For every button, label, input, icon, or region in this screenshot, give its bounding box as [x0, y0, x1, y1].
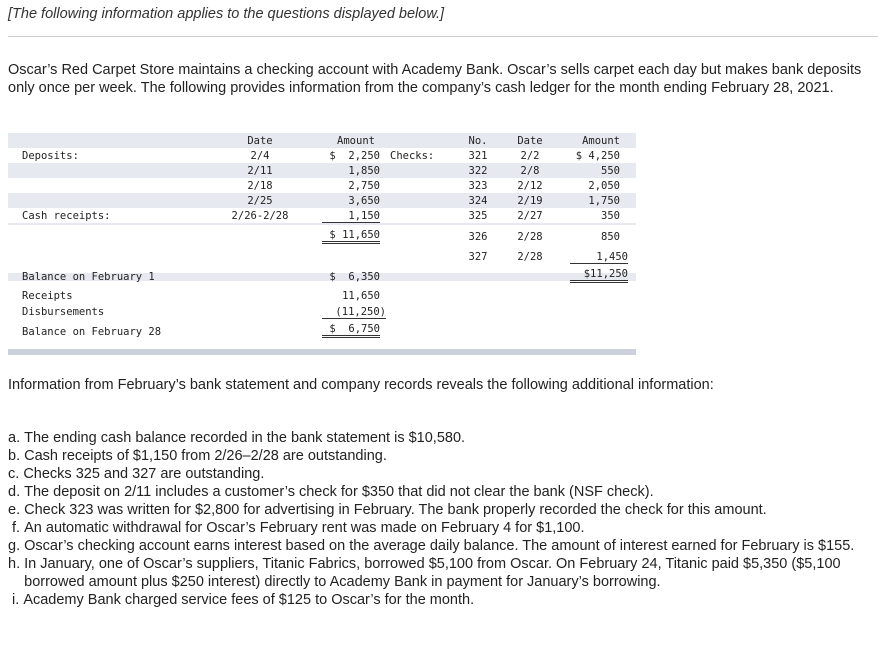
table-bottom-bar [8, 349, 636, 355]
list-item [8, 429, 876, 447]
check-no: 327 [468, 251, 488, 263]
deposit-amount: 1,150 [322, 210, 380, 223]
summary-amount: (11,250) [322, 306, 386, 319]
summary-label: Receipts [22, 290, 73, 302]
summary-label: Balance on February 28 [22, 326, 162, 338]
item-label: i. [8, 592, 24, 608]
check-no: 324 [468, 195, 488, 207]
list-item [8, 555, 876, 591]
header-check-amount: Amount [582, 135, 620, 147]
cash-receipts-label: Cash receipts: [22, 210, 111, 222]
list-item [8, 591, 876, 609]
check-amount: 850 [601, 231, 620, 243]
list-item [8, 501, 876, 519]
item-text: Cash receipts of $1,150 from 2/26–2/28 are outstanding. [24, 448, 387, 464]
item-text: An automatic withdrawal for Oscar’s February rent was made on February 4 for $1,100. [24, 520, 585, 536]
list-item [8, 483, 876, 501]
deposits-label: Deposits: [22, 150, 79, 162]
check-no: 323 [468, 180, 488, 192]
item-label: h. [8, 556, 25, 572]
list-item [8, 465, 876, 483]
summary-amount: $ 6,750 [322, 323, 380, 338]
deposit-date: 2/4 [250, 150, 270, 162]
additional-info-list [8, 429, 876, 609]
check-no: 326 [468, 231, 488, 243]
check-date: 2/19 [517, 195, 543, 207]
check-no: 325 [468, 210, 488, 222]
item-label: c. [8, 466, 24, 482]
deposit-amount: 1,850 [348, 165, 380, 177]
list-item [8, 519, 876, 537]
check-no: 322 [468, 165, 488, 177]
cash-ledger-table [8, 133, 636, 355]
check-amount: $ 4,250 [575, 150, 620, 162]
deposit-amount: $ 2,250 [329, 150, 380, 162]
check-date: 2/28 [517, 251, 543, 263]
deposit-date: 2/11 [247, 165, 273, 177]
deposit-date: 2/18 [247, 180, 273, 192]
item-label: e. [8, 502, 25, 518]
check-amount: 1,750 [588, 195, 620, 207]
check-amount: 350 [601, 210, 620, 222]
check-date: 2/2 [520, 150, 540, 162]
item-text: Checks 325 and 327 are outstanding. [23, 466, 265, 482]
deposit-date: 2/26-2/28 [231, 210, 289, 222]
header-date: Date [247, 135, 273, 147]
item-text: Oscar’s checking account earns interest based on the average daily balance. The amount of interest earned for February is $155. [24, 538, 855, 554]
item-label: a. [8, 430, 25, 446]
item-label: g. [8, 538, 25, 554]
item-text: The deposit on 2/11 includes a customer’s check for $350 that did not clear the bank (NSF check). [24, 484, 654, 500]
item-text: The ending cash balance recorded in the bank statement is $10,580. [24, 430, 466, 446]
item-label: f. [8, 520, 25, 536]
checks-total: $11,250 [570, 268, 628, 283]
checks-label: Checks: [390, 150, 435, 162]
check-amount: 2,050 [588, 180, 620, 192]
deposit-amount: 3,650 [348, 195, 380, 207]
check-date: 2/8 [520, 165, 540, 177]
header-check-no: No. [468, 135, 488, 147]
deposits-total: $ 11,650 [322, 229, 380, 244]
header-note: [The following information applies to the questions displayed below.] [8, 6, 445, 22]
check-date: 2/28 [517, 231, 543, 243]
summary-label: Balance on February 1 [22, 271, 155, 283]
check-no: 321 [468, 150, 488, 162]
list-item [8, 447, 876, 465]
item-text: Check 323 was written for $2,800 for advertising in February. The bank properly recorded the check for this amount. [24, 502, 767, 518]
intro-paragraph: Oscar’s Red Carpet Store maintains a checking account with Academy Bank. Oscar’s sells carpet each day but makes bank deposits only once per week. The following provides information from the company’s cash ledger for the month ending February 28, 2021. [8, 62, 862, 96]
item-label: b. [8, 448, 25, 464]
item-label: d. [8, 484, 25, 500]
check-amount: 550 [601, 165, 620, 177]
check-date: 2/12 [517, 180, 543, 192]
item-text: Academy Bank charged service fees of $125 to Oscar’s for the month. [23, 592, 475, 608]
item-text: In January, one of Oscar’s suppliers, Titanic Fabrics, borrowed $5,100 from Oscar. On February 24, Titanic paid $5,350 ($5,100 borrowed amount plus $250 interest) directly to Academy Bank in payment for January’s borrowing. [24, 556, 841, 590]
check-amount: 1,450 [570, 251, 628, 264]
summary-amount: 11,650 [342, 290, 380, 302]
summary-label: Disbursements [22, 306, 105, 318]
list-item [8, 537, 876, 555]
header-check-date: Date [517, 135, 543, 147]
info-line: Information from February’s bank statement and company records reveals the following additional information: [8, 377, 714, 393]
deposit-date: 2/25 [247, 195, 273, 207]
divider [8, 36, 878, 37]
header-amount: Amount [337, 135, 375, 147]
deposit-amount: 2,750 [348, 180, 380, 192]
summary-amount: $ 6,350 [329, 271, 380, 283]
check-date: 2/27 [517, 210, 543, 222]
